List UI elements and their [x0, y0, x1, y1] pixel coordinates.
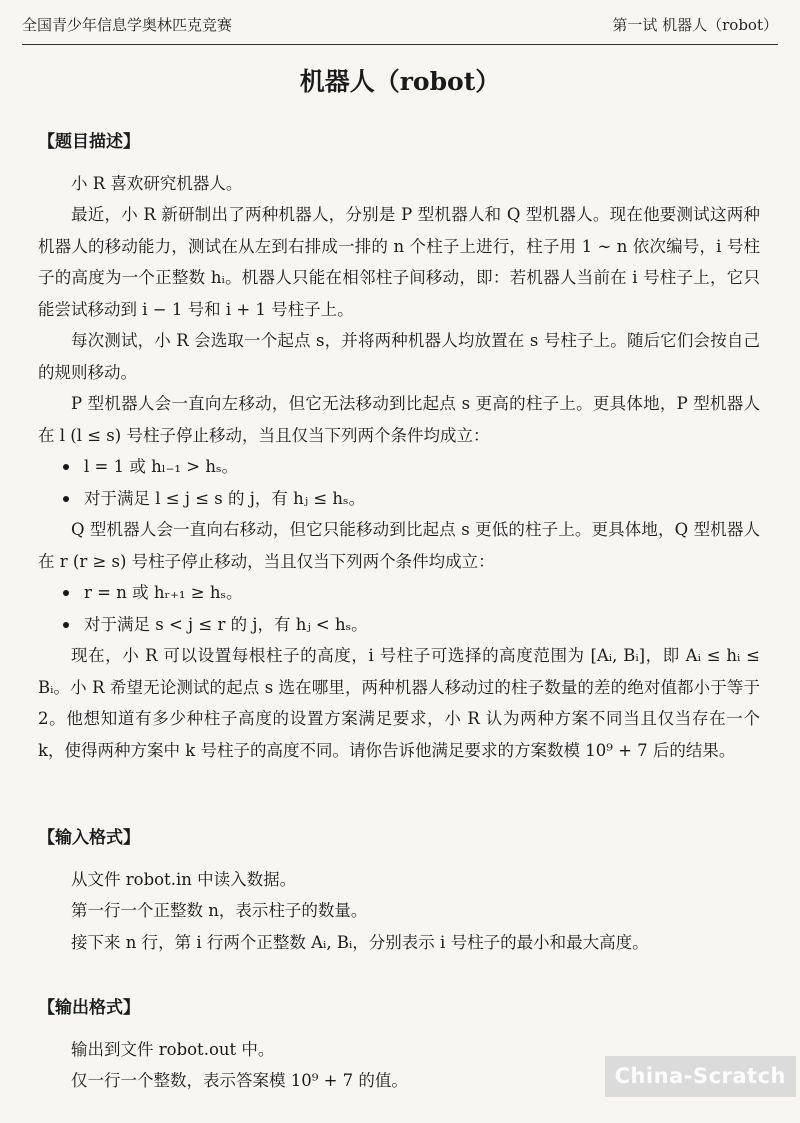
- output-format-line: 输出到文件 robot.out 中。: [71, 1039, 275, 1059]
- condition-bullet: 对于满足 s < j ≤ r 的 j，有 hⱼ < hₛ。: [38, 609, 760, 641]
- header-contest-name: 全国青少年信息学奥林匹克竞赛: [22, 16, 233, 34]
- running-header: [22, 14, 778, 37]
- header-problem-name: 第一试 机器人（robot）: [612, 16, 778, 34]
- input-format-section: [38, 826, 760, 958]
- input-format-line: 从文件 robot.in 中读入数据。: [71, 869, 297, 889]
- description-paragraph: 最近，小 R 新研制出了两种机器人，分别是 P 型机器人和 Q 型机器人。现在他要测试这两种机器人的移动能力，测试在从左到右排成一排的 n 个柱子上进行，柱子用 1 ∼ n 依次编号，i 号柱子的高度为一个正整数 hᵢ。机器人只能在相邻柱子间移动，即：若机器人当前在 i 号柱子上，它只能尝试移动到 i − 1 号和 i + 1 号柱子上。: [38, 205, 760, 319]
- input-format-line: 第一行一个正整数 n，表示柱子的数量。: [71, 901, 368, 920]
- description-paragraph: 每次测试，小 R 会选取一个起点 s，并将两种机器人均放置在 s 号柱子上。随后它们会按自己的规则移动。: [38, 331, 760, 382]
- header-rule: [22, 44, 778, 45]
- input-format-line: 接下来 n 行，第 i 行两个正整数 Aᵢ, Bᵢ，分别表示 i 号柱子的最小和最大高度。: [71, 932, 649, 952]
- description-section: [38, 130, 760, 766]
- output-format-heading: 【输出格式】: [38, 998, 140, 1018]
- description-paragraph: Q 型机器人会一直向右移动，但它只能移动到比起点 s 更低的柱子上。更具体地，Q 型机器人在 r (r ≥ s) 号柱子停止移动，当且仅当下列两个条件均成立：: [38, 520, 760, 571]
- output-format-line: 仅一行一个整数，表示答案模 10⁹ + 7 的值。: [71, 1071, 408, 1090]
- description-paragraph: P 型机器人会一直向左移动，但它无法移动到比起点 s 更高的柱子上。更具体地，P 型机器人在 l (l ≤ s) 号柱子停止移动，当且仅当下列两个条件均成立：: [38, 394, 760, 445]
- problem-title: 机器人（robot）: [299, 67, 501, 96]
- watermark-logo: China-Scratch: [605, 1056, 796, 1098]
- description-paragraph: 小 R 喜欢研究机器人。: [71, 173, 243, 193]
- condition-bullet: 对于满足 l ≤ j ≤ s 的 j，有 hⱼ ≤ hₛ。: [38, 483, 760, 515]
- description-paragraph: 现在，小 R 可以设置每根柱子的高度，i 号柱子可选择的高度范围为 [Aᵢ, Bᵢ]，即 Aᵢ ≤ hᵢ ≤ Bᵢ。小 R 希望无论测试的起点 s 选在哪里，两种机器人移动过的柱子数量的差的绝对值都小于等于 2。他想知道有多少种柱子高度的设置方案满足要求，小 R 认为两种方案不同当且仅当存在一个 k，使得两种方案中 k 号柱子的高度不同。请你告诉他满足要求的方案数模 10⁹ + 7 后的结果。: [38, 646, 760, 760]
- condition-bullet: r = n 或 hᵣ₊₁ ≥ hₛ。: [38, 577, 760, 609]
- condition-bullet: l = 1 或 hₗ₋₁ > hₛ。: [38, 451, 760, 483]
- description-heading: 【题目描述】: [38, 132, 140, 152]
- input-format-heading: 【输入格式】: [38, 828, 140, 848]
